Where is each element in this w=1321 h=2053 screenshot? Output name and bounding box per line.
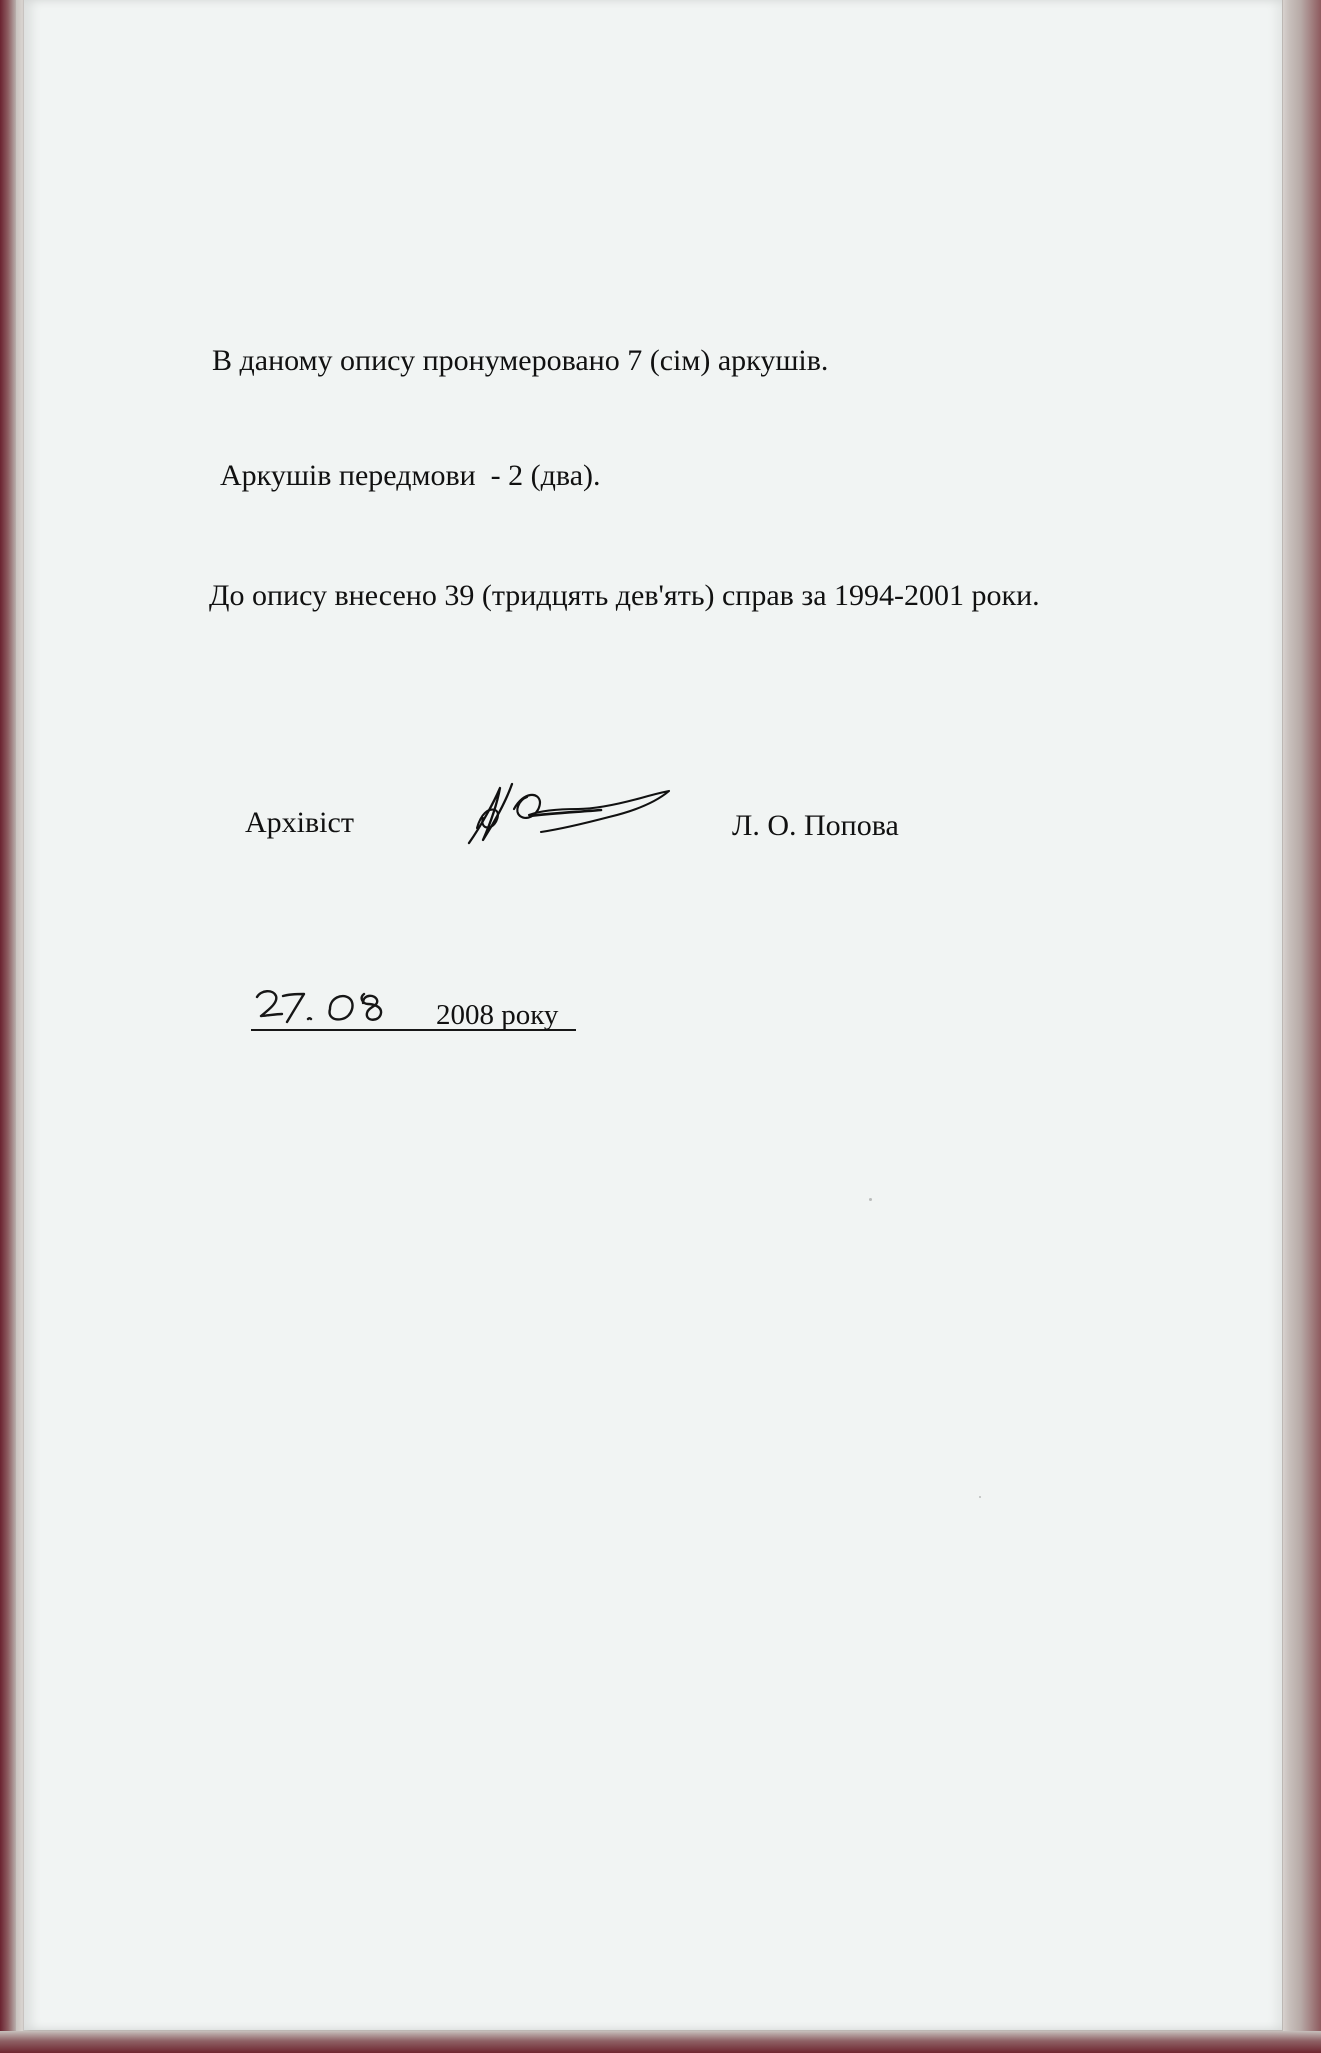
paper-speck — [869, 1198, 872, 1201]
cover-edge-right — [1283, 0, 1321, 2053]
preface-sheets-line: Аркушів передмови - 2 (два). — [220, 459, 601, 492]
cover-edge-bottom — [0, 2031, 1321, 2053]
handwritten-date — [251, 986, 396, 1032]
year-label: 2008 року — [436, 999, 559, 1031]
cases-count-line: До опису внесено 39 (тридцять дев'ять) справ за 1994-2001 роки. — [209, 579, 1040, 612]
handwritten-signature — [466, 780, 676, 850]
document-page — [24, 0, 1282, 2030]
signer-name: Л. О. Попова — [732, 809, 899, 842]
role-label: Архівіст — [245, 806, 354, 839]
binding-edge-left — [0, 0, 16, 2053]
sheet-count-line: В даному опису пронумеровано 7 (сім) аркушів. — [212, 344, 829, 377]
paper-speck — [979, 1496, 981, 1498]
